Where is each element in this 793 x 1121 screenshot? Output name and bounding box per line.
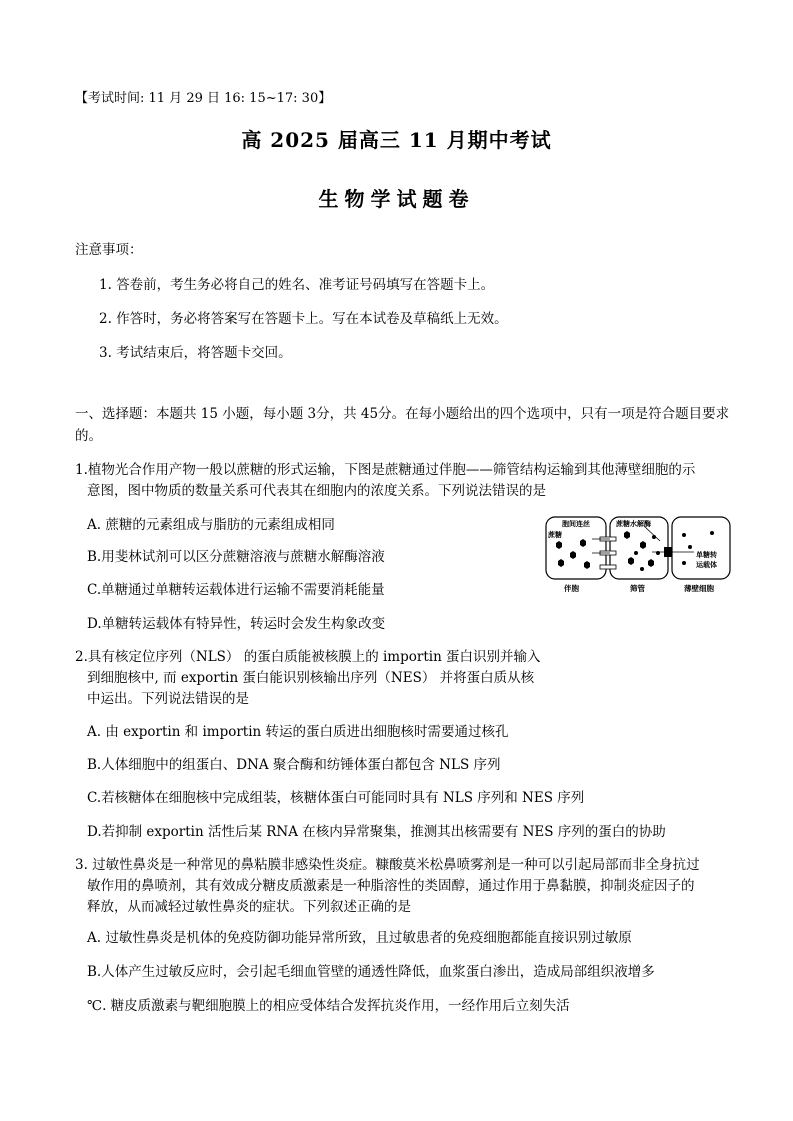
question-3-option-c: ℃. 糖皮质激素与靶细胞膜上的相应受体结合发挥抗炎作用，一经作用后立刻失活 (87, 998, 570, 1014)
section-heading: 一、选择题：本题共 15 小题，每小题 3分，共 45分。在每小题给出的四个选项中，只有一项是符合题目要求的。 (75, 406, 730, 444)
notice-heading: 注意事项： (75, 242, 143, 258)
question-1-option-b: B.用斐林试剂可以区分蔗糖溶液与蔗糖水解酶溶液 (87, 549, 385, 565)
notice-item: 2. 作答时，务必将答案写在答题卡上。写在本试卷及草稿纸上无效。 (99, 311, 508, 327)
question-1-option-c: C.单糖通过单糖转运载体进行运输不需要消耗能量 (87, 582, 385, 598)
label-carrier: 单糖转 (696, 551, 717, 559)
question-3-option-b: B.人体产生过敏反应时，会引起毛细血管壁的通透性降低，血浆蛋白渗出，造成局部组织液增多 (87, 964, 655, 980)
question-3-stem: 释放，从而减轻过敏性鼻炎的症状。下列叙述正确的是 (87, 899, 411, 915)
question-2-option-a: A. 由 exportin 和 importin 转运的蛋白质进出细胞核时需要通过核孔 (87, 724, 509, 740)
label-companion-cell: 伴胞 (564, 584, 579, 593)
label-sieve-tube: 筛管 (630, 584, 645, 593)
question-1-option-a: A. 蔗糖的元素组成与脂肪的元素组成相同 (87, 517, 335, 533)
label-plasmodesmata: 胞间连丝 (562, 520, 590, 528)
question-1-stem: 1.植物光合作用产物一般以蔗糖的形式运输，下图是蔗糖通过伴胞——筛管结构运输到其他薄壁细胞的示 (75, 462, 696, 478)
label-carrier: 运载体 (696, 561, 717, 569)
question-3-stem: 3. 过敏性鼻炎是一种常见的鼻粘膜非感染性炎症。糠酸莫米松鼻喷雾剂是一种可以引起局部而非全身抗过 (75, 857, 700, 873)
question-1-stem: 意图，图中物质的数量关系可代表其在细胞内的浓度关系。下列说法错误的是 (87, 483, 546, 499)
question-2-stem: 到细胞核中, 而 exportin 蛋白能识别核输出序列（NES） 并将蛋白质从核 (87, 670, 535, 686)
label-parenchyma-cell: 薄壁细胞 (684, 584, 714, 593)
question-3-option-a: A. 过敏性鼻炎是机体的免疫防御功能异常所致，且过敏患者的免疫细胞都能直接识别过敏原 (87, 930, 632, 946)
sucrose-transport-figure (544, 513, 734, 595)
question-2-option-b: B.人体细胞中的组蛋白、DNA 聚合酶和纺锤体蛋白都包含 NLS 序列 (87, 757, 501, 773)
paper-subtitle: 生物学试题卷 (318, 187, 475, 211)
label-enzyme: 蔗糖水解酶 (616, 520, 651, 528)
question-2-stem: 中运出。下列说法错误的是 (87, 691, 249, 707)
label-sucrose: 蔗糖 (548, 531, 562, 539)
question-2-option-c: C.若核糖体在细胞核中完成组装，核糖体蛋白可能同时具有 NLS 序列和 NES 序列 (87, 790, 585, 806)
question-2-stem: 2.具有核定位序列（NLS） 的蛋白质能被核膜上的 importin 蛋白识别并输入 (75, 649, 541, 665)
notice-item: 1. 答卷前，考生务必将自己的姓名、准考证号码填写在答题卡上。 (99, 277, 495, 293)
question-3-stem: 敏作用的鼻喷剂，其有效成分糖皮质激素是一种脂溶性的类固醇，通过作用于鼻黏膜，抑制炎症因子的 (87, 878, 695, 894)
question-1-option-d: D.单糖转运载体有特异性，转运时会发生构象改变 (87, 616, 386, 632)
notice-item: 3. 考试结束后，将答题卡交回。 (99, 345, 292, 361)
exam-time: 【考试时间: 11 月 29 日 16: 15~17: 30】 (75, 91, 332, 106)
exam-title: 高 2025 届高三 11 月期中考试 (241, 128, 552, 152)
parenchyma-cell (672, 517, 730, 579)
question-2-option-d: D.若抑制 exportin 活性后某 RNA 在核内异常聚集，推测其出核需要有 NES 序列的蛋白的协助 (87, 824, 666, 840)
